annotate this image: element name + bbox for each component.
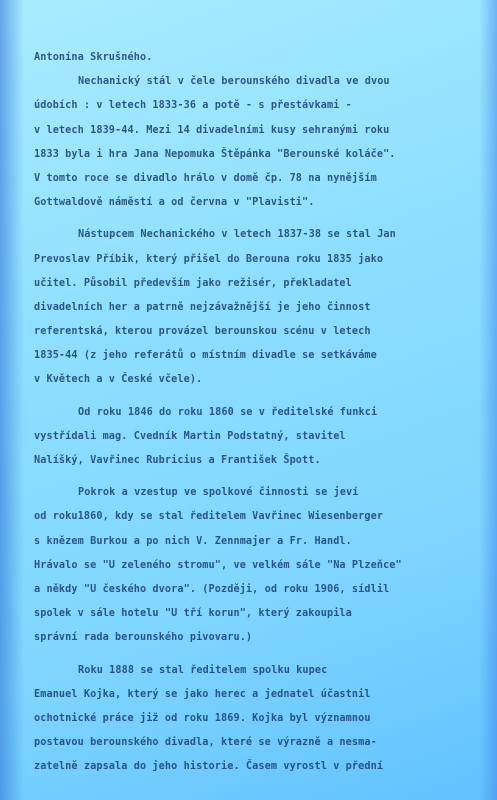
text-line: Nalíšký, Vavřinec Rubricius a František Špott. — [34, 455, 321, 466]
text-line: a někdy "U českého dvora". (Později, od roku 1906, sídlil — [34, 583, 390, 595]
text-line: V tomto roce se divadlo hrálo v domě čp. 78 na nynějším — [34, 172, 377, 184]
page-edge-shadow — [0, 0, 24, 800]
text-line: referentská, kterou provázel berounskou scénu v letech — [34, 326, 371, 338]
text-line: údobích : v letech 1833-36 a potě - s přestávkami - — [34, 100, 352, 112]
text-line: s knězem Burkou a po nich V. Zennmajer a Fr. Handl. — [34, 535, 352, 547]
text-line: Nechanický stál v čele berounského divadla ve dvou — [78, 76, 390, 88]
text-line: 1835-44 (z jeho referátů o místním divadle se setkáváme — [34, 350, 377, 362]
text-line: Hrávalo se "U zeleného stromu", ve velkém sále "Na Plzeňce" — [34, 559, 402, 571]
text-line: spolek v sále hotelu "U tří korun", který zakoupila — [34, 608, 352, 620]
text-line: Od roku 1846 do roku 1860 se v ředitelské funkci — [78, 406, 378, 418]
text-line: Prevoslav Příbik, který přišel do Berouna roku 1835 jako — [34, 253, 384, 265]
text-line: Gottwaldově náměstí a od června v "Plavisti". — [34, 197, 315, 209]
text-line: zatelně zapsala do jeho historie. Časem vyrostl v přední — [34, 761, 384, 773]
text-line: 1833 byla i hra Jana Nepomuka Štěpánka "Berounské koláče". — [34, 148, 396, 160]
text-line: učitel. Působil především jako režisér, překladatel — [34, 277, 352, 289]
typewritten-text — [34, 46, 484, 779]
text-line: od roku1860, kdy se stal ředitelem Vavřinec Wiesenberger — [34, 511, 384, 523]
text-line: v Květech a v České včele). — [34, 374, 203, 386]
text-line: Nástupcem Nechanického v letech 1837-38 se stal Jan — [78, 229, 396, 241]
text-line: správní rada berounského pivovaru.) — [34, 632, 253, 644]
text-line: Antonína Skrušného. — [34, 52, 153, 63]
text-line: divadelních her a patrně nejzávažnější je jeho činnost — [34, 301, 371, 313]
text-line: v letech 1839-44. Mezi 14 divadelními kusy sehranými roku — [34, 124, 390, 136]
text-line: Roku 1888 se stal ředitelem spolku kupec — [78, 664, 328, 676]
text-line: Emanuel Kojka, který se jako herec a jednatel účastnil — [34, 688, 371, 700]
text-line: postavou berounského divadla, které se výrazně a nesma- — [34, 737, 377, 749]
text-line: vystřídali mag. Cvedník Martin Podstatný, stavitel — [34, 430, 346, 442]
text-line: ochotnické práce již od roku 1869. Kojka byl významnou — [34, 712, 371, 724]
text-line: Pokrok a vzestup ve spolkové činnosti se jeví — [78, 487, 359, 499]
